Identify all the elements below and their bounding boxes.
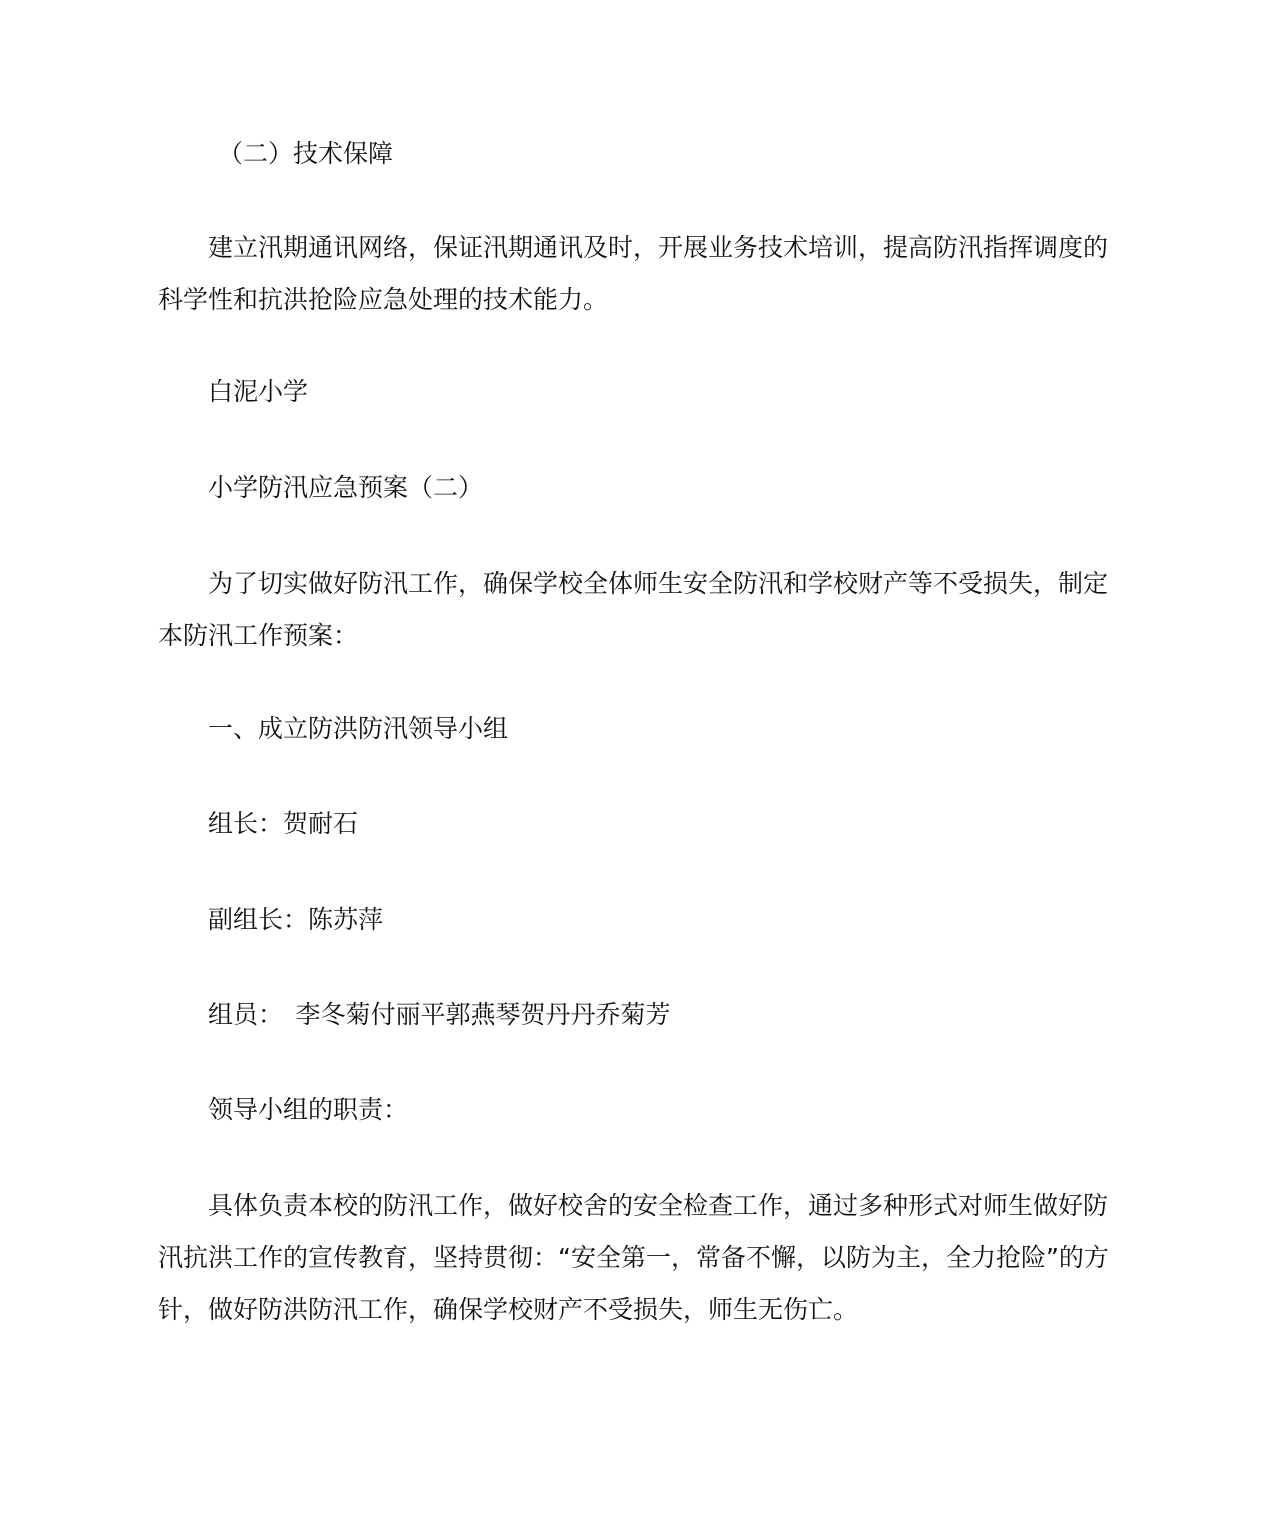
group-members: 组员： 李冬菊付丽平郭燕琴贺丹丹乔菊芳 <box>208 1000 671 1029</box>
deputy-group-leader: 副组长：陈苏萍 <box>208 905 384 934</box>
section-heading-leadership-group: 一、成立防洪防汛领导小组 <box>208 714 509 743</box>
paragraph-technical-support-body: 建立汛期通讯网络，保证汛期通讯及时，开展业务技术培训，提高防汛指挥调度的科学性和抗洪抢险应急处理的技术能力。 <box>158 233 1109 314</box>
paragraph-intro: 为了切实做好防汛工作，确保学校全体师生安全防汛和学校财产等不受损失，制定本防汛工作预案： <box>158 569 1109 650</box>
leadership-duties-heading: 领导小组的职责： <box>208 1095 409 1124</box>
document-title: 小学防汛应急预案（二） <box>208 473 484 502</box>
section-heading-technical-support: （二）技术保障 <box>218 139 394 168</box>
school-name: 白泥小学 <box>208 377 309 406</box>
group-leader: 组长：贺耐石 <box>208 809 359 838</box>
paragraph-duties-body: 具体负责本校的防汛工作，做好校舍的安全检查工作，通过多种形式对师生做好防汛抗洪工作的宣传教育，坚持贯彻：“安全第一，常备不懈，以防为主，全力抢险”的方针，做好防洪防汛工作，确保学校财产不受损失，师生无伤亡。 <box>158 1191 1109 1324</box>
